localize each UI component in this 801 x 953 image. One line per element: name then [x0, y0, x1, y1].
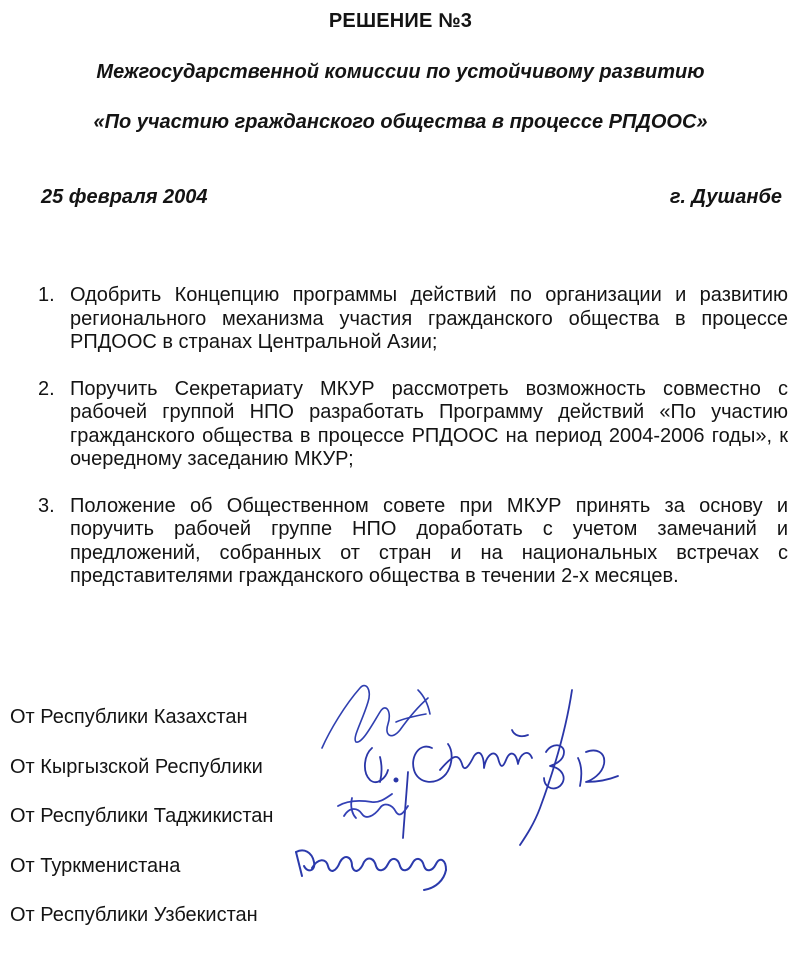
decision-item-number: 2. — [38, 377, 55, 400]
decision-item — [38, 284, 788, 355]
document-subtitle-commission: Межгосударственной комиссии по устойчивому развитию — [96, 61, 705, 83]
decision-item-number: 1. — [38, 284, 55, 306]
signature-kazakhstan — [322, 686, 430, 748]
signatory-uzbekistan: От Республики Узбекистан — [10, 904, 258, 926]
signatory-kazakhstan: От Республики Казахстан — [10, 706, 248, 728]
signatory-turkmenistan: От Туркменистана — [10, 854, 181, 877]
document-place: г. Душанбе — [669, 186, 782, 208]
decision-item-text: Положение об Общественном совете при МКУР принять за основу и поручить рабочей группе НПО доработать с учетом замечаний и предложений, собранных от стран и на национальных встречах с представителями гражданского общества в течении 2-х месяцев. — [70, 494, 788, 587]
decision-items-list — [38, 284, 788, 612]
signatory-kyrgyzstan: От Кыргызской Республики — [10, 755, 263, 778]
signature-kyrgyzstan — [365, 690, 618, 845]
signature-turkmenistan — [296, 850, 446, 890]
decision-item — [38, 378, 788, 472]
decision-item-number: 3. — [38, 494, 55, 517]
document-date: 25 февраля 2004 — [41, 186, 208, 208]
signatories-list — [10, 705, 273, 953]
document-title: РЕШЕНИЕ №3 — [328, 10, 473, 32]
decision-item-text: Одобрить Концепцию программы действий по организации и развитию регионального механизма участия гражданского общества в процессе РПДООС в странах Центральной Азии; — [70, 284, 788, 353]
decision-item — [38, 495, 788, 589]
decision-item-text: Поручить Секретариату МКУР рассмотреть возможность совместно с рабочей группой НПО разработать Программу действий «По участию гражданского общества в процессе РПДООС на период 2004-2006 годы», к очередному заседанию МКУР; — [70, 377, 788, 470]
signatory-tajikistan: От Республики Таджикистан — [10, 805, 274, 827]
signature-tajikistan — [338, 794, 408, 818]
document-subtitle-topic: «По участию гражданского общества в процессе РПДООС» — [93, 111, 708, 133]
